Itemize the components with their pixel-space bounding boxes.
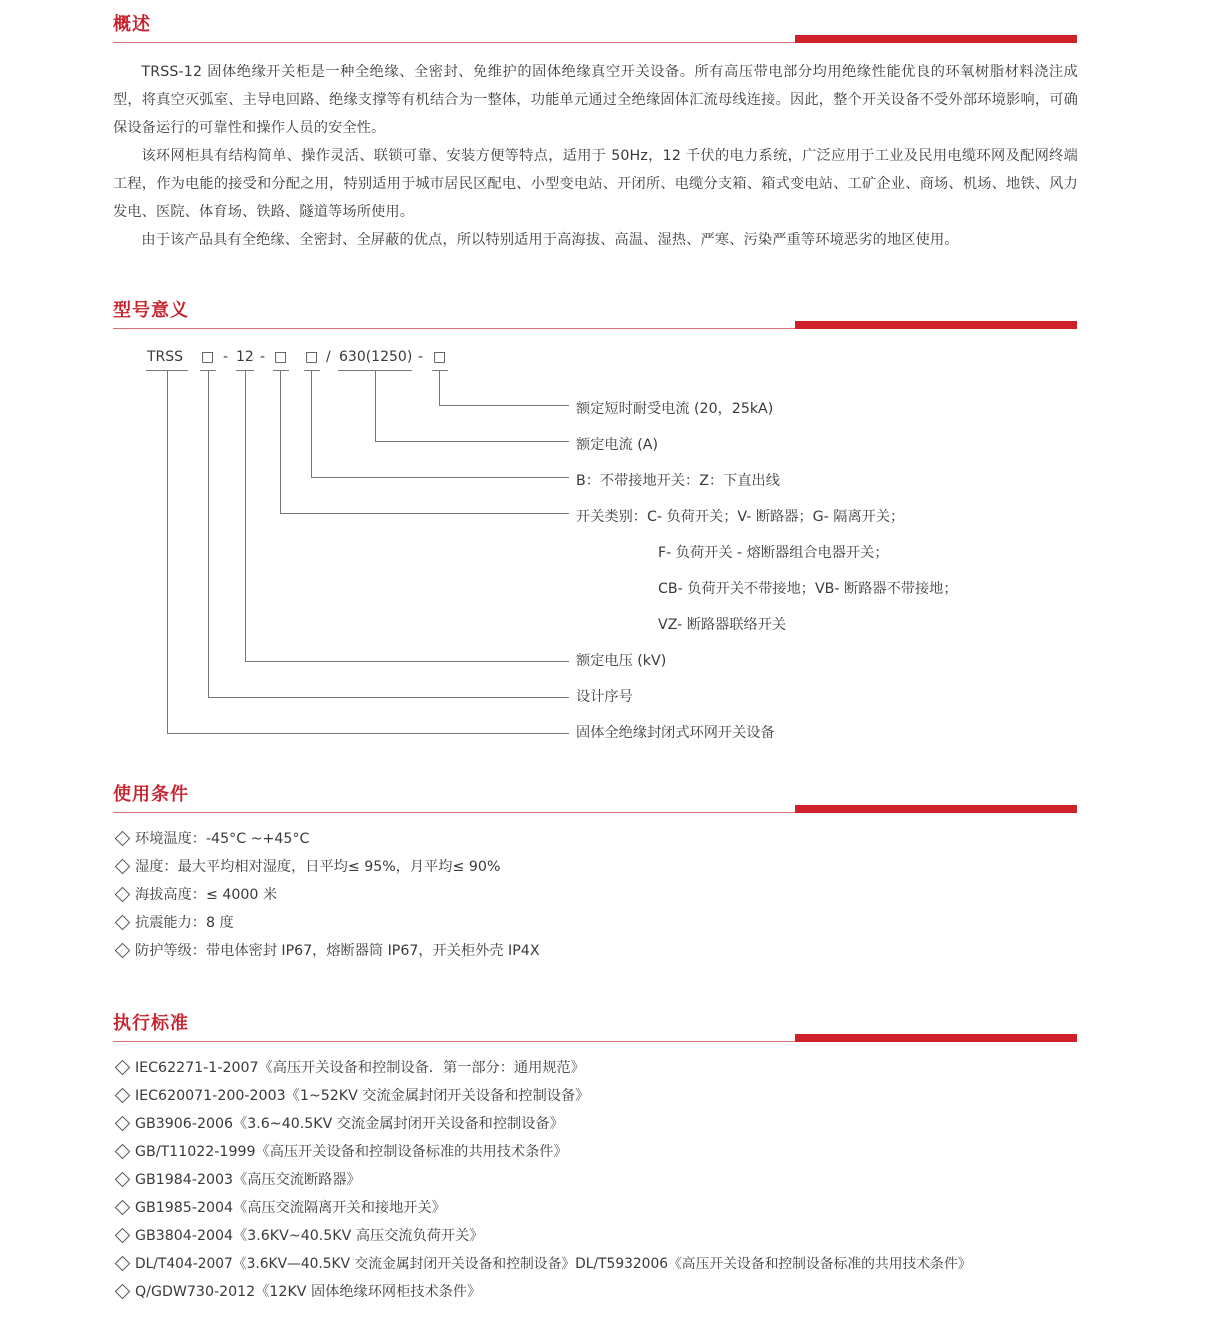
code-separator: - <box>260 349 266 365</box>
standard-text: IEC620071-200-2003《1~52KV 交流金属封闭开关设备和控制设备》 <box>135 1088 590 1104</box>
diamond-bullet-icon <box>115 1283 131 1299</box>
connector-line <box>280 513 569 514</box>
code-separator: / <box>326 349 331 365</box>
diamond-bullet-icon <box>115 914 131 930</box>
condition-text: 湿度：最大平均相对湿度，日平均≤ 95%，月平均≤ 90% <box>135 859 501 875</box>
connector-line <box>208 370 209 697</box>
diamond-bullet-icon <box>115 1087 131 1103</box>
legend-series: 固体全绝缘封闭式环网开关设备 <box>576 725 775 741</box>
code-underline <box>432 370 448 371</box>
legend-switch-type: 开关类别：C- 负荷开关；V- 断路器；G- 隔离开关； <box>576 509 905 525</box>
accent-bar <box>795 805 1077 813</box>
connector-line <box>167 733 569 734</box>
diamond-bullet-icon <box>115 886 131 902</box>
section-title: 型号意义 <box>113 300 189 321</box>
accent-bar <box>795 321 1077 329</box>
connector-line <box>311 477 569 478</box>
connector-line <box>439 370 440 405</box>
connector-line <box>375 370 376 441</box>
code-underline <box>236 370 254 371</box>
code-part-short-time: □ <box>433 349 447 365</box>
connector-line <box>311 370 312 477</box>
list-item <box>113 1250 972 1278</box>
standard-text: GB1984-2003《高压交流断路器》 <box>135 1172 361 1188</box>
connector-line <box>245 661 569 662</box>
connector-line <box>375 441 569 442</box>
overview-paragraph: 由于该产品具有全绝缘、全密封、全屏蔽的优点，所以特别适用于高海拔、高温、湿热、严寒、污染严重等环境恶劣的地区使用。 <box>141 232 959 248</box>
list-item <box>113 1194 972 1222</box>
code-part-switch-type: □ <box>274 349 288 365</box>
accent-bar <box>795 1034 1077 1042</box>
section-header-model <box>113 299 1077 329</box>
standard-text: DL/T404-2007《3.6KV—40.5KV 交流金属封闭开关设备和控制设备》DL/T5932006《高压开关设备和控制设备标准的共用技术条件》 <box>135 1256 972 1272</box>
list-item <box>113 1138 972 1166</box>
condition-text: 抗震能力：8 度 <box>135 915 234 931</box>
code-underline <box>304 370 320 371</box>
connector-line <box>439 405 569 406</box>
standard-text: GB3906-2006《3.6~40.5KV 交流金属封闭开关设备和控制设备》 <box>135 1116 564 1132</box>
legend-rated-current: 额定电流 (A) <box>576 437 659 453</box>
overview-paragraph: 该环网柜具有结构简单、操作灵活、联锁可靠、安装方便等特点，适用于 50Hz，12 千伏的电力系统，广泛应用于工业及民用电缆环网及配网终端工程，作为电能的接受和分配之用，特别适用于城市居民区配电、小型变电站、开闭所、电缆分支箱、箱式变电站、工矿企业、商场、机场、地铁、风力发电、医院、体育场、铁路、隧道等场所使用。 <box>113 148 1078 220</box>
code-part-current: 630(1250) <box>339 349 413 365</box>
overview-paragraph: TRSS-12 固体绝缘开关柜是一种全绝缘、全密封、免维护的固体绝缘真空开关设备。所有高压带电部分均用绝缘性能优良的环氧树脂材料浇注成型，将真空灭弧室、主导电回路、绝缘支撑等有机结合为一整体，功能单元通过全绝缘固体汇流母线连接。因此，整个开关设备不受外部环境影响，可确保设备运行的可靠性和操作人员的安全性。 <box>113 64 1078 136</box>
diamond-bullet-icon <box>115 1199 131 1215</box>
legend-switch-type-cont: VZ- 断路器联络开关 <box>658 617 787 633</box>
connector-line <box>208 697 569 698</box>
connector-line <box>280 370 281 513</box>
diamond-bullet-icon <box>115 1227 131 1243</box>
code-part-grounding: □ <box>305 349 319 365</box>
section-header-overview <box>113 13 1077 43</box>
condition-text: 海拔高度：≤ 4000 米 <box>135 887 278 903</box>
conditions-list <box>113 825 540 965</box>
list-item <box>113 1054 972 1082</box>
standard-text: IEC62271-1-2007《高压开关设备和控制设备．第一部分：通用规范》 <box>135 1060 585 1076</box>
section-header-standards <box>113 1012 1077 1042</box>
code-underline <box>200 370 216 371</box>
list-item <box>113 1166 972 1194</box>
diamond-bullet-icon <box>115 1115 131 1131</box>
diamond-bullet-icon <box>115 1143 131 1159</box>
diamond-bullet-icon <box>115 1255 131 1271</box>
list-item <box>113 881 540 909</box>
code-part-series: TRSS <box>147 349 184 365</box>
legend-rated-voltage: 额定电压 (kV) <box>576 653 667 669</box>
diamond-bullet-icon <box>115 830 131 846</box>
legend-switch-type-cont: CB- 负荷开关不带接地；VB- 断路器不带接地； <box>658 581 958 597</box>
code-underline <box>146 370 188 371</box>
diamond-bullet-icon <box>115 858 131 874</box>
section-title: 使用条件 <box>113 784 189 805</box>
list-item <box>113 937 540 965</box>
list-item <box>113 853 540 881</box>
standard-text: Q/GDW730-2012《12KV 固体绝缘环网柜技术条件》 <box>135 1284 482 1300</box>
code-underline <box>338 370 412 371</box>
code-part-design-no: □ <box>201 349 215 365</box>
standard-text: GB3804-2004《3.6KV~40.5KV 高压交流负荷开关》 <box>135 1228 484 1244</box>
list-item <box>113 1082 972 1110</box>
standards-list <box>113 1054 972 1306</box>
connector-line <box>167 370 168 733</box>
condition-text: 环境温度：-45°C ~+45°C <box>135 831 310 847</box>
section-title: 执行标准 <box>113 1013 189 1034</box>
code-separator: - <box>223 349 229 365</box>
legend-short-time-current: 额定短时耐受电流 (20，25kA) <box>576 401 774 417</box>
standard-text: GB1985-2004《高压交流隔离开关和接地开关》 <box>135 1200 446 1216</box>
section-header-conditions <box>113 783 1077 813</box>
code-part-voltage: 12 <box>236 349 254 365</box>
list-item <box>113 909 540 937</box>
list-item <box>113 1110 972 1138</box>
diamond-bullet-icon <box>115 942 131 958</box>
list-item <box>113 1222 972 1250</box>
list-item <box>113 825 540 853</box>
diamond-bullet-icon <box>115 1059 131 1075</box>
code-separator: - <box>418 349 424 365</box>
code-underline <box>273 370 289 371</box>
diamond-bullet-icon <box>115 1171 131 1187</box>
accent-bar <box>795 35 1077 43</box>
connector-line <box>245 370 246 661</box>
legend-switch-type-cont: F- 负荷开关 - 熔断器组合电器开关； <box>658 545 889 561</box>
list-item <box>113 1278 972 1306</box>
condition-text: 防护等级：带电体密封 IP67，熔断器筒 IP67，开关柜外壳 IP4X <box>135 943 540 959</box>
standard-text: GB/T11022-1999《高压开关设备和控制设备标准的共用技术条件》 <box>135 1144 568 1160</box>
legend-grounding-outlet: B：不带接地开关：Z：下直出线 <box>576 473 780 489</box>
section-title: 概述 <box>113 14 151 35</box>
legend-design-no: 设计序号 <box>576 689 633 705</box>
